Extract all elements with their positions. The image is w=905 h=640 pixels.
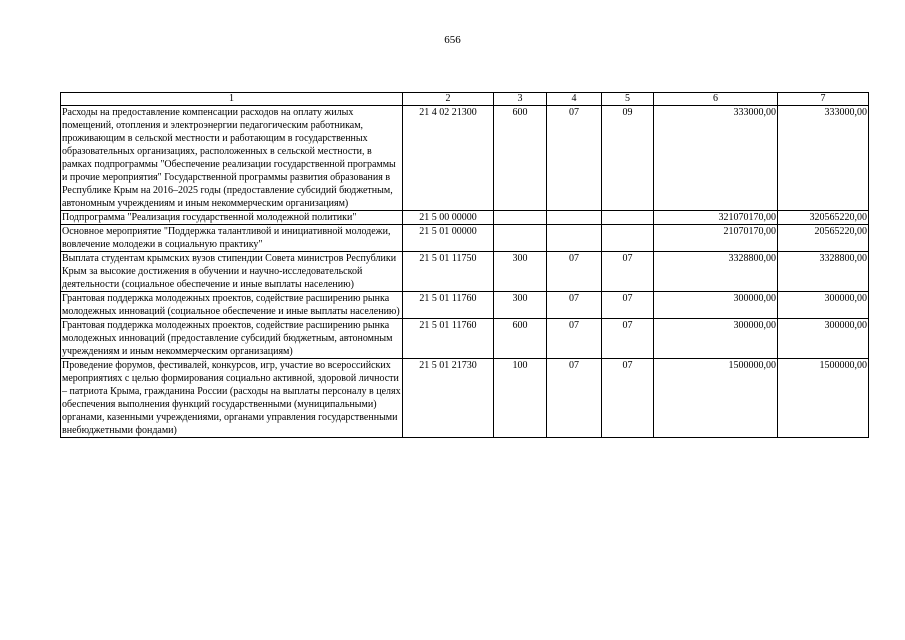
- row-section: 07: [547, 292, 602, 319]
- row-expense-type: 300: [494, 252, 547, 292]
- row-description: Проведение форумов, фестивалей, конкурсов, игр, участие во всероссийских мероприятиях с целью формирования социально активной, здоровой личности – патриота Крыма, гражданина России (расходы на выплаты персоналу в целях обеспечения выполнения функций государственными (муниципальными) органами, казенными учреждениями, органами управления государственными внебюджетными фондами): [62, 360, 401, 436]
- row-amount-col7: 1500000,00: [778, 359, 869, 438]
- row-expense-type: 300: [494, 292, 547, 319]
- column-header-4: 4: [547, 93, 602, 106]
- table-row: [61, 252, 869, 292]
- row-section: 07: [547, 359, 602, 438]
- row-subsection: 09: [602, 106, 654, 211]
- row-section: 07: [547, 252, 602, 292]
- row-section: 07: [547, 319, 602, 359]
- table-row: [61, 359, 869, 438]
- row-section: 07: [547, 106, 602, 211]
- row-expense-type: 600: [494, 319, 547, 359]
- row-amount-col6: 300000,00: [654, 292, 778, 319]
- row-amount-col6: 321070170,00: [654, 211, 778, 225]
- row-subsection: [602, 225, 654, 252]
- budget-table: [60, 92, 869, 438]
- row-amount-col6: 1500000,00: [654, 359, 778, 438]
- row-expense-type: 100: [494, 359, 547, 438]
- column-header-1: 1: [61, 93, 403, 106]
- budget-table-body: [61, 93, 869, 438]
- row-amount-col7: 333000,00: [778, 106, 869, 211]
- row-expense-type: [494, 225, 547, 252]
- row-amount-col7: 3328800,00: [778, 252, 869, 292]
- column-header-7: 7: [778, 93, 869, 106]
- row-description: Расходы на предоставление компенсации расходов на оплату жилых помещений, отопления и электроэнергии педагогическим работникам, проживающим в сельской местности и работающим в государственных образовательных организациях, расположенных в сельской местности, в рамках подпрограммы "Обеспечение реализации государственной программы и прочие мероприятия" Государственной программы развития образования в Республике Крым на 2016–2025 годы (предоставление субсидий бюджетным, автономным учреждениям и иным некоммерческим организациям): [61, 106, 403, 211]
- row-target-code: 21 4 02 21300: [403, 106, 494, 211]
- column-header-6: 6: [654, 93, 778, 106]
- table-row: [61, 292, 869, 319]
- row-subsection: 07: [602, 359, 654, 438]
- column-header-2: 2: [403, 93, 494, 106]
- row-amount-col6: 3328800,00: [654, 252, 778, 292]
- row-amount-col7: 300000,00: [778, 319, 869, 359]
- row-amount-col6: 300000,00: [654, 319, 778, 359]
- row-expense-type: 600: [494, 106, 547, 211]
- row-target-code: 21 5 01 11760: [403, 319, 494, 359]
- row-amount-col7: 300000,00: [778, 292, 869, 319]
- page-number: 656: [444, 34, 461, 46]
- row-amount-col6: 21070170,00: [654, 225, 778, 252]
- column-header-3: 3: [494, 93, 547, 106]
- table-header-row: [61, 93, 869, 106]
- row-description: Выплата студентам крымских вузов стипендии Совета министров Республики Крым за высокие достижения в обучении и научно-исследовательской деятельности (социальное обеспечение и иные выплаты населению): [61, 252, 403, 292]
- row-subsection: 07: [602, 292, 654, 319]
- row-description: Подпрограмма "Реализация государственной молодежной политики": [61, 211, 403, 225]
- row-target-code: 21 5 01 00000: [403, 225, 494, 252]
- row-target-code: 21 5 00 00000: [403, 211, 494, 225]
- column-header-5: 5: [602, 93, 654, 106]
- table-row: [61, 225, 869, 252]
- row-expense-type: [494, 211, 547, 225]
- table-row: [61, 211, 869, 225]
- table-row: [61, 319, 869, 359]
- row-subsection: 07: [602, 252, 654, 292]
- row-target-code: 21 5 01 11750: [403, 252, 494, 292]
- row-subsection: 07: [602, 319, 654, 359]
- row-subsection: [602, 211, 654, 225]
- row-section: [547, 211, 602, 225]
- row-section: [547, 225, 602, 252]
- row-amount-col6: 333000,00: [654, 106, 778, 211]
- row-description: Грантовая поддержка молодежных проектов, содействие расширению рынка молодежных инноваций (социальное обеспечение и иные выплаты населению): [61, 292, 403, 319]
- row-target-code: 21 5 01 11760: [403, 292, 494, 319]
- row-target-code: 21 5 01 21730: [403, 359, 494, 438]
- table-row: [61, 106, 869, 211]
- row-amount-col7: 20565220,00: [778, 225, 869, 252]
- row-description: Грантовая поддержка молодежных проектов, содействие расширению рынка молодежных инноваций (предоставление субсидий бюджетным, автономным учреждениям и иным некоммерческим организациям): [61, 319, 403, 359]
- row-description: Основное мероприятие "Поддержка талантливой и инициативной молодежи, вовлечение молодежи в социальную практику": [61, 225, 403, 252]
- row-amount-col7: 320565220,00: [778, 211, 869, 225]
